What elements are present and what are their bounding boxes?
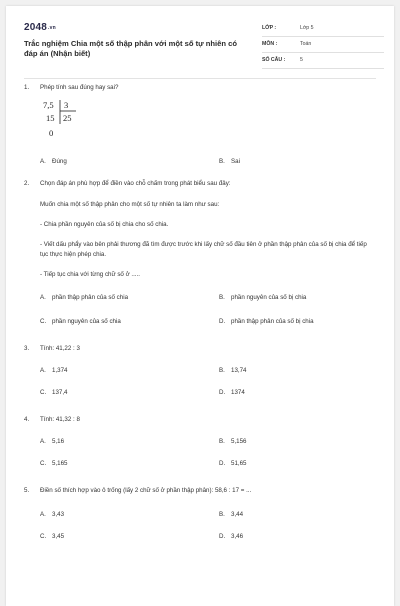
division-remainder-1: 15 xyxy=(46,113,55,123)
question-text: Phép tính sau đúng hay sai? xyxy=(40,84,119,91)
document-page xyxy=(6,6,394,606)
meta-subject: MÔN : Toán xyxy=(262,39,384,53)
question-text: Tính: 41,22 : 3 xyxy=(40,345,80,352)
option-d[interactable]: D. 1374 xyxy=(219,389,245,396)
option-a[interactable]: A. Đúng xyxy=(40,158,67,165)
meta-info xyxy=(262,23,384,71)
question-number: 5. xyxy=(24,487,30,494)
question-text: Chọn đáp án phù hợp để điền vào chỗ chấm trong phát biểu sau đây: xyxy=(40,180,231,187)
division-remainder-2: 0 xyxy=(49,128,54,138)
question-1 xyxy=(24,84,376,168)
question-3 xyxy=(24,345,376,405)
meta-grade: LỚP : Lớp 5 xyxy=(262,23,384,37)
option-d[interactable]: D. 51,65 xyxy=(219,460,247,467)
option-b[interactable]: B. 5,156 xyxy=(219,438,247,445)
option-c[interactable]: C. 137,4 xyxy=(40,389,68,396)
option-b[interactable]: B. phần nguyên của số bị chia xyxy=(219,294,307,301)
site-logo[interactable]: 2048.vn xyxy=(24,22,56,33)
question-paragraph: - Tiếp tục chia với từng chữ số ở ..... xyxy=(40,271,140,278)
question-number: 1. xyxy=(24,84,30,91)
division-dividend: 7,5 xyxy=(43,100,54,110)
option-b[interactable]: B. 3,44 xyxy=(219,511,244,518)
question-paragraph: - Viết dấu phẩy vào bên phải thương đã tìm được trước khi lấy chữ số đầu tiên ở phần thập phân của số bị chia để tiếp tục thực hiện phép chia. xyxy=(40,241,367,258)
option-c[interactable]: C. 3,45 xyxy=(40,533,65,540)
question-paragraph: Muốn chia một số thập phân cho một số tự nhiên ta làm như sau: xyxy=(40,201,220,208)
division-quotient: 25 xyxy=(63,113,72,123)
option-c[interactable]: C. phần nguyên của số chia xyxy=(40,318,121,325)
question-2 xyxy=(24,180,376,330)
question-text: Tính: 41,32 : 8 xyxy=(40,416,80,423)
question-5 xyxy=(24,487,376,547)
question-text: Điền số thích hợp vào ô trống (lấy 2 chữ số ở phần thập phân): 58,6 : 17 = ... xyxy=(40,487,252,494)
question-4 xyxy=(24,416,376,476)
option-b[interactable]: B. Sai xyxy=(219,158,240,165)
long-division-figure xyxy=(40,98,100,146)
question-number: 4. xyxy=(24,416,30,423)
option-c[interactable]: C. 5,165 xyxy=(40,460,68,467)
document-title: Trắc nghiệm Chia một số thập phân với một số tự nhiên có đáp án (Nhận biết) xyxy=(24,39,237,58)
question-number: 3. xyxy=(24,345,30,352)
option-a[interactable]: A. 5,16 xyxy=(40,438,65,445)
division-divisor: 3 xyxy=(64,100,69,110)
option-a[interactable]: A. phần thập phân của số chia xyxy=(40,294,129,301)
option-a[interactable]: A. 1,374 xyxy=(40,367,68,374)
meta-question-count: SỐ CÂU : 5 xyxy=(262,55,384,69)
option-d[interactable]: D. 3,46 xyxy=(219,533,244,540)
option-a[interactable]: A. 3,43 xyxy=(40,511,65,518)
option-b[interactable]: B. 13,74 xyxy=(219,367,247,374)
question-number: 2. xyxy=(24,180,30,187)
option-d[interactable]: D. phần thập phân của số bị chia xyxy=(219,318,314,325)
header-divider xyxy=(24,78,376,79)
question-paragraph: - Chia phần nguyên của số bị chia cho số chia. xyxy=(40,221,169,228)
document-header xyxy=(24,22,384,78)
